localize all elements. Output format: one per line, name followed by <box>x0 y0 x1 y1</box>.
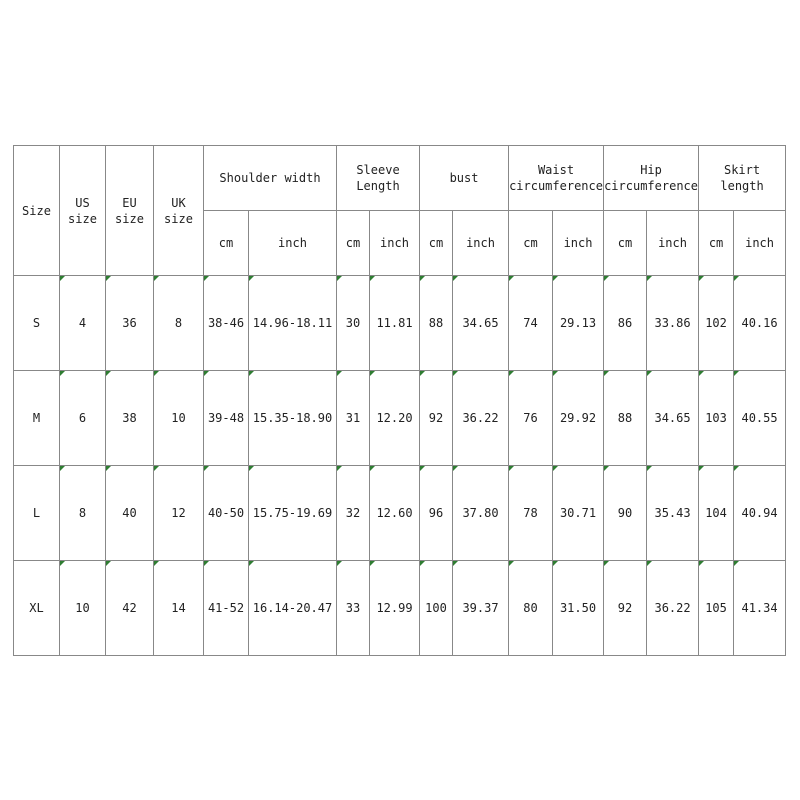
cell-bust-inch: 39.37 <box>453 561 509 656</box>
unit-cm: cm <box>420 211 453 276</box>
unit-inch: inch <box>453 211 509 276</box>
cell-size: S <box>14 276 60 371</box>
cell-size: M <box>14 371 60 466</box>
cell-skirt-cm: 103 <box>699 371 734 466</box>
unit-inch: inch <box>249 211 337 276</box>
header-waist: Waist circumference <box>509 146 604 211</box>
unit-inch: inch <box>553 211 604 276</box>
cell-shoulder-cm: 41-52 <box>204 561 249 656</box>
cell-waist-inch: 31.50 <box>553 561 604 656</box>
cell-eu-size: 42 <box>106 561 154 656</box>
cell-shoulder-inch: 15.75-19.69 <box>249 466 337 561</box>
cell-waist-cm: 76 <box>509 371 553 466</box>
cell-eu-size: 40 <box>106 466 154 561</box>
unit-cm: cm <box>699 211 734 276</box>
cell-uk-size: 8 <box>154 276 204 371</box>
cell-bust-cm: 100 <box>420 561 453 656</box>
table-row <box>14 276 786 371</box>
cell-bust-cm: 96 <box>420 466 453 561</box>
cell-hip-cm: 90 <box>604 466 647 561</box>
header-row-labels <box>14 146 786 211</box>
cell-shoulder-inch: 16.14-20.47 <box>249 561 337 656</box>
table-row <box>14 561 786 656</box>
cell-sleeve-cm: 33 <box>337 561 370 656</box>
cell-uk-size: 10 <box>154 371 204 466</box>
cell-hip-inch: 36.22 <box>647 561 699 656</box>
cell-shoulder-cm: 38-46 <box>204 276 249 371</box>
cell-shoulder-cm: 39-48 <box>204 371 249 466</box>
cell-us-size: 10 <box>60 561 106 656</box>
cell-bust-inch: 37.80 <box>453 466 509 561</box>
cell-eu-size: 36 <box>106 276 154 371</box>
header-eu-size: EU size <box>106 146 154 276</box>
cell-sleeve-cm: 30 <box>337 276 370 371</box>
cell-us-size: 8 <box>60 466 106 561</box>
cell-hip-cm: 92 <box>604 561 647 656</box>
header-hip: Hip circumference <box>604 146 699 211</box>
cell-waist-cm: 74 <box>509 276 553 371</box>
cell-us-size: 6 <box>60 371 106 466</box>
cell-sleeve-inch: 11.81 <box>370 276 420 371</box>
unit-cm: cm <box>604 211 647 276</box>
cell-waist-inch: 29.92 <box>553 371 604 466</box>
unit-cm: cm <box>337 211 370 276</box>
cell-waist-inch: 29.13 <box>553 276 604 371</box>
cell-waist-inch: 30.71 <box>553 466 604 561</box>
cell-sleeve-cm: 31 <box>337 371 370 466</box>
cell-hip-inch: 34.65 <box>647 371 699 466</box>
cell-skirt-cm: 104 <box>699 466 734 561</box>
cell-skirt-inch: 41.34 <box>734 561 786 656</box>
cell-bust-inch: 36.22 <box>453 371 509 466</box>
cell-size: XL <box>14 561 60 656</box>
table-row <box>14 371 786 466</box>
cell-hip-inch: 35.43 <box>647 466 699 561</box>
cell-bust-inch: 34.65 <box>453 276 509 371</box>
header-bust: bust <box>420 146 509 211</box>
header-skirt-length: Skirt length <box>699 146 786 211</box>
cell-us-size: 4 <box>60 276 106 371</box>
cell-skirt-cm: 102 <box>699 276 734 371</box>
unit-inch: inch <box>370 211 420 276</box>
header-size: Size <box>14 146 60 276</box>
cell-hip-inch: 33.86 <box>647 276 699 371</box>
cell-skirt-inch: 40.94 <box>734 466 786 561</box>
cell-shoulder-cm: 40-50 <box>204 466 249 561</box>
cell-sleeve-cm: 32 <box>337 466 370 561</box>
header-uk-size: UK size <box>154 146 204 276</box>
cell-hip-cm: 86 <box>604 276 647 371</box>
header-shoulder-width: Shoulder width <box>204 146 337 211</box>
cell-bust-cm: 92 <box>420 371 453 466</box>
cell-sleeve-inch: 12.60 <box>370 466 420 561</box>
cell-sleeve-inch: 12.20 <box>370 371 420 466</box>
header-us-size: US size <box>60 146 106 276</box>
unit-cm: cm <box>509 211 553 276</box>
table-row <box>14 466 786 561</box>
cell-sleeve-inch: 12.99 <box>370 561 420 656</box>
cell-uk-size: 12 <box>154 466 204 561</box>
cell-shoulder-inch: 14.96-18.11 <box>249 276 337 371</box>
cell-skirt-inch: 40.55 <box>734 371 786 466</box>
cell-shoulder-inch: 15.35-18.90 <box>249 371 337 466</box>
unit-cm: cm <box>204 211 249 276</box>
unit-inch: inch <box>647 211 699 276</box>
cell-bust-cm: 88 <box>420 276 453 371</box>
cell-waist-cm: 80 <box>509 561 553 656</box>
cell-skirt-cm: 105 <box>699 561 734 656</box>
size-chart-table <box>13 145 786 656</box>
unit-inch: inch <box>734 211 786 276</box>
cell-eu-size: 38 <box>106 371 154 466</box>
cell-skirt-inch: 40.16 <box>734 276 786 371</box>
cell-hip-cm: 88 <box>604 371 647 466</box>
cell-size: L <box>14 466 60 561</box>
cell-waist-cm: 78 <box>509 466 553 561</box>
header-sleeve-length: Sleeve Length <box>337 146 420 211</box>
cell-uk-size: 14 <box>154 561 204 656</box>
